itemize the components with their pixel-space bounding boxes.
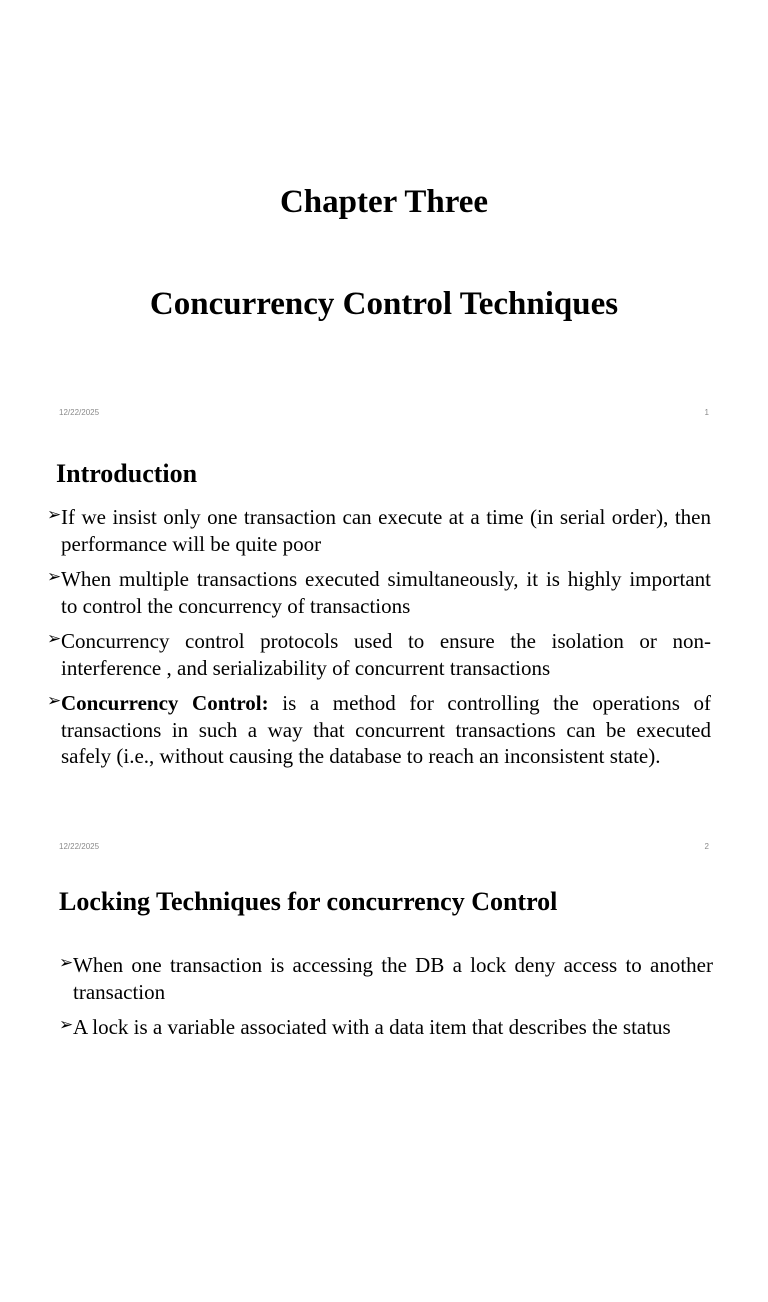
bullet-text: When multiple transactions executed simultaneously, it is highly important to control the concurrency of transactions: [61, 567, 711, 618]
arrow-bullet-icon: ➢: [47, 505, 62, 525]
slide-number: 1: [704, 408, 709, 417]
bullet-text: A lock is a variable associated with a data item that describes the status: [73, 1015, 671, 1039]
bullet-term: Concurrency Control:: [61, 691, 269, 715]
list-item: [59, 952, 713, 1005]
bullet-text: Concurrency control protocols used to ensure the isolation or non-interference , and serializability of concurrent transactions: [61, 629, 711, 680]
slide-introduction: [0, 434, 768, 868]
slide-heading: Introduction: [56, 459, 198, 488]
slide-title: [0, 0, 768, 434]
bullet-text: If we insist only one transaction can execute at a time (in serial order), then performance will be quite poor: [61, 505, 711, 556]
chapter-title: Chapter Three: [279, 184, 489, 220]
bullet-list: [59, 952, 713, 1050]
slide-date: 12/22/2025: [59, 842, 100, 851]
slide-heading: Locking Techniques for concurrency Control: [59, 887, 558, 916]
bullet-text: When one transaction is accessing the DB a lock deny access to another transaction: [73, 953, 713, 1004]
arrow-bullet-icon: ➢: [59, 1015, 74, 1035]
slide-date: 12/22/2025: [59, 408, 100, 417]
arrow-bullet-icon: ➢: [47, 629, 62, 649]
list-item: [59, 1014, 713, 1041]
list-item: [47, 628, 711, 681]
slide-number: 2: [704, 842, 709, 851]
arrow-bullet-icon: ➢: [59, 953, 74, 973]
arrow-bullet-icon: ➢: [47, 567, 62, 587]
list-item: [47, 690, 711, 770]
slide-locking: [0, 868, 768, 1302]
bullet-list: [47, 504, 711, 779]
list-item: [47, 504, 711, 557]
chapter-subtitle: Concurrency Control Techniques: [149, 286, 619, 322]
bullet-text: is a method for controlling the operations of transactions in such a way that concurrent transactions can be executed safely (i.e., without causing the database to reach an inconsistent state).: [61, 691, 711, 768]
list-item: [47, 566, 711, 619]
arrow-bullet-icon: ➢: [47, 691, 62, 711]
